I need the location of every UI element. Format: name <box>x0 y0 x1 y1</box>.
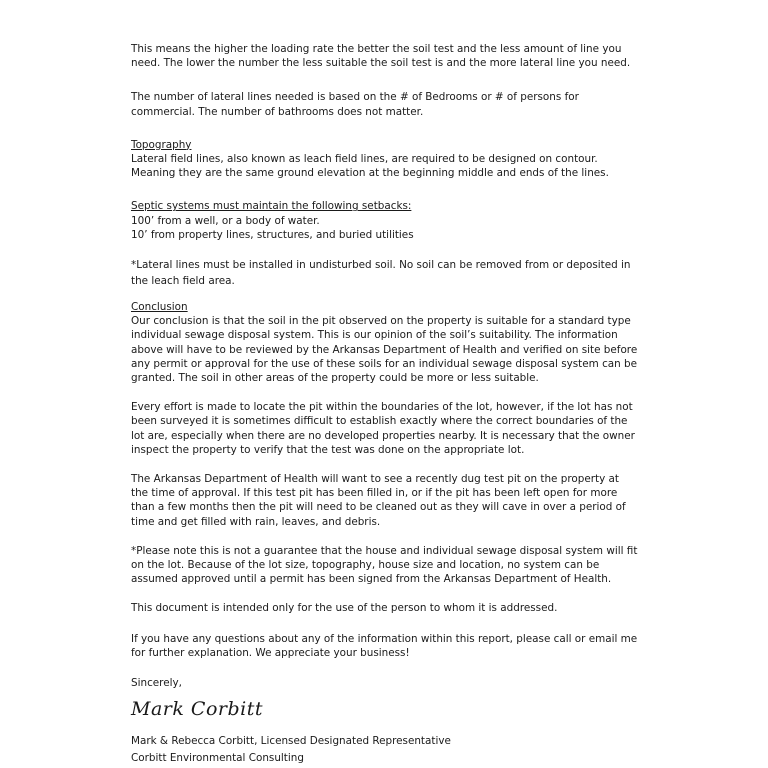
setback-property: 10’ from property lines, structures, and buried utilities <box>131 228 414 241</box>
document-page <box>131 42 639 765</box>
handwritten-signature: Mark Corbitt <box>131 698 263 721</box>
topography-section <box>131 138 639 181</box>
paragraph-health-department: The Arkansas Department of Health will want to see a recently dug test pit on the property at the time of approval. If this test pit has been filled in, or if the pit has been left open for more than a few months then the pit will need to be cleaned out as they will cave in over a period of time and get filled with rain, leaves, and debris. <box>131 473 626 528</box>
paragraph-guarantee-note: *Please note this is not a guarantee that the house and individual sewage disposal system will fit on the lot. Because of the lot size, topography, house size and location, no system can be assumed approved until a permit has been signed from the Arkansas Department of Health. <box>131 544 638 586</box>
paragraph-intended-use: This document is intended only for the use of the person to whom it is addressed. <box>131 602 558 615</box>
topography-heading: Topography <box>131 138 192 151</box>
paragraph-loading-rate: This means the higher the loading rate the better the soil test and the less amount of line you need. The lower the number the less suitable the soil test is and the more lateral line you need. <box>131 43 631 70</box>
signer-name: Mark & Rebecca Corbitt, Licensed Designated Representative <box>131 735 451 748</box>
conclusion-text: Our conclusion is that the soil in the pit observed on the property is suitable for a standard type individual sewage disposal system. This is our opinion of the soil’s suitability. The information above will have to be reviewed by the Arkansas Department of Health and verified on site before any permit or approval for the use of these soils for an individual sewage disposal system can be granted. The soil in other areas of the property could be more or less suitable. <box>131 315 638 385</box>
paragraph-lateral-note: *Lateral lines must be installed in undisturbed soil. No soil can be removed from or deposited in the leach field area. <box>131 259 631 288</box>
paragraph-questions: If you have any questions about any of the information within this report, please call or email me for further explanation. We appreciate your business! <box>131 632 638 659</box>
setbacks-section <box>131 199 639 242</box>
closing: Sincerely, <box>131 677 182 690</box>
setbacks-heading: Septic systems must maintain the following setbacks: <box>131 200 412 213</box>
signer-company: Corbitt Environmental Consulting <box>131 751 304 764</box>
paragraph-boundaries: Every effort is made to locate the pit within the boundaries of the lot, however, if the lot has not been surveyed it is sometimes difficult to establish exactly where the correct boundaries of the lot are, especially when there are no developed properties nearby. It is necessary that the owner inspect the property to verify that the test was done on the appropriate lot. <box>131 401 635 456</box>
conclusion-section <box>131 300 639 385</box>
setback-well: 100’ from a well, or a body of water. <box>131 214 320 227</box>
conclusion-heading: Conclusion <box>131 301 188 314</box>
topography-text: Lateral field lines, also known as leach field lines, are required to be designed on contour. Meaning they are the same ground elevation at the beginning middle and ends of the lines. <box>131 153 609 180</box>
paragraph-lateral-lines: The number of lateral lines needed is based on the # of Bedrooms or # of persons for commercial. The number of bathrooms does not matter. <box>131 91 579 118</box>
